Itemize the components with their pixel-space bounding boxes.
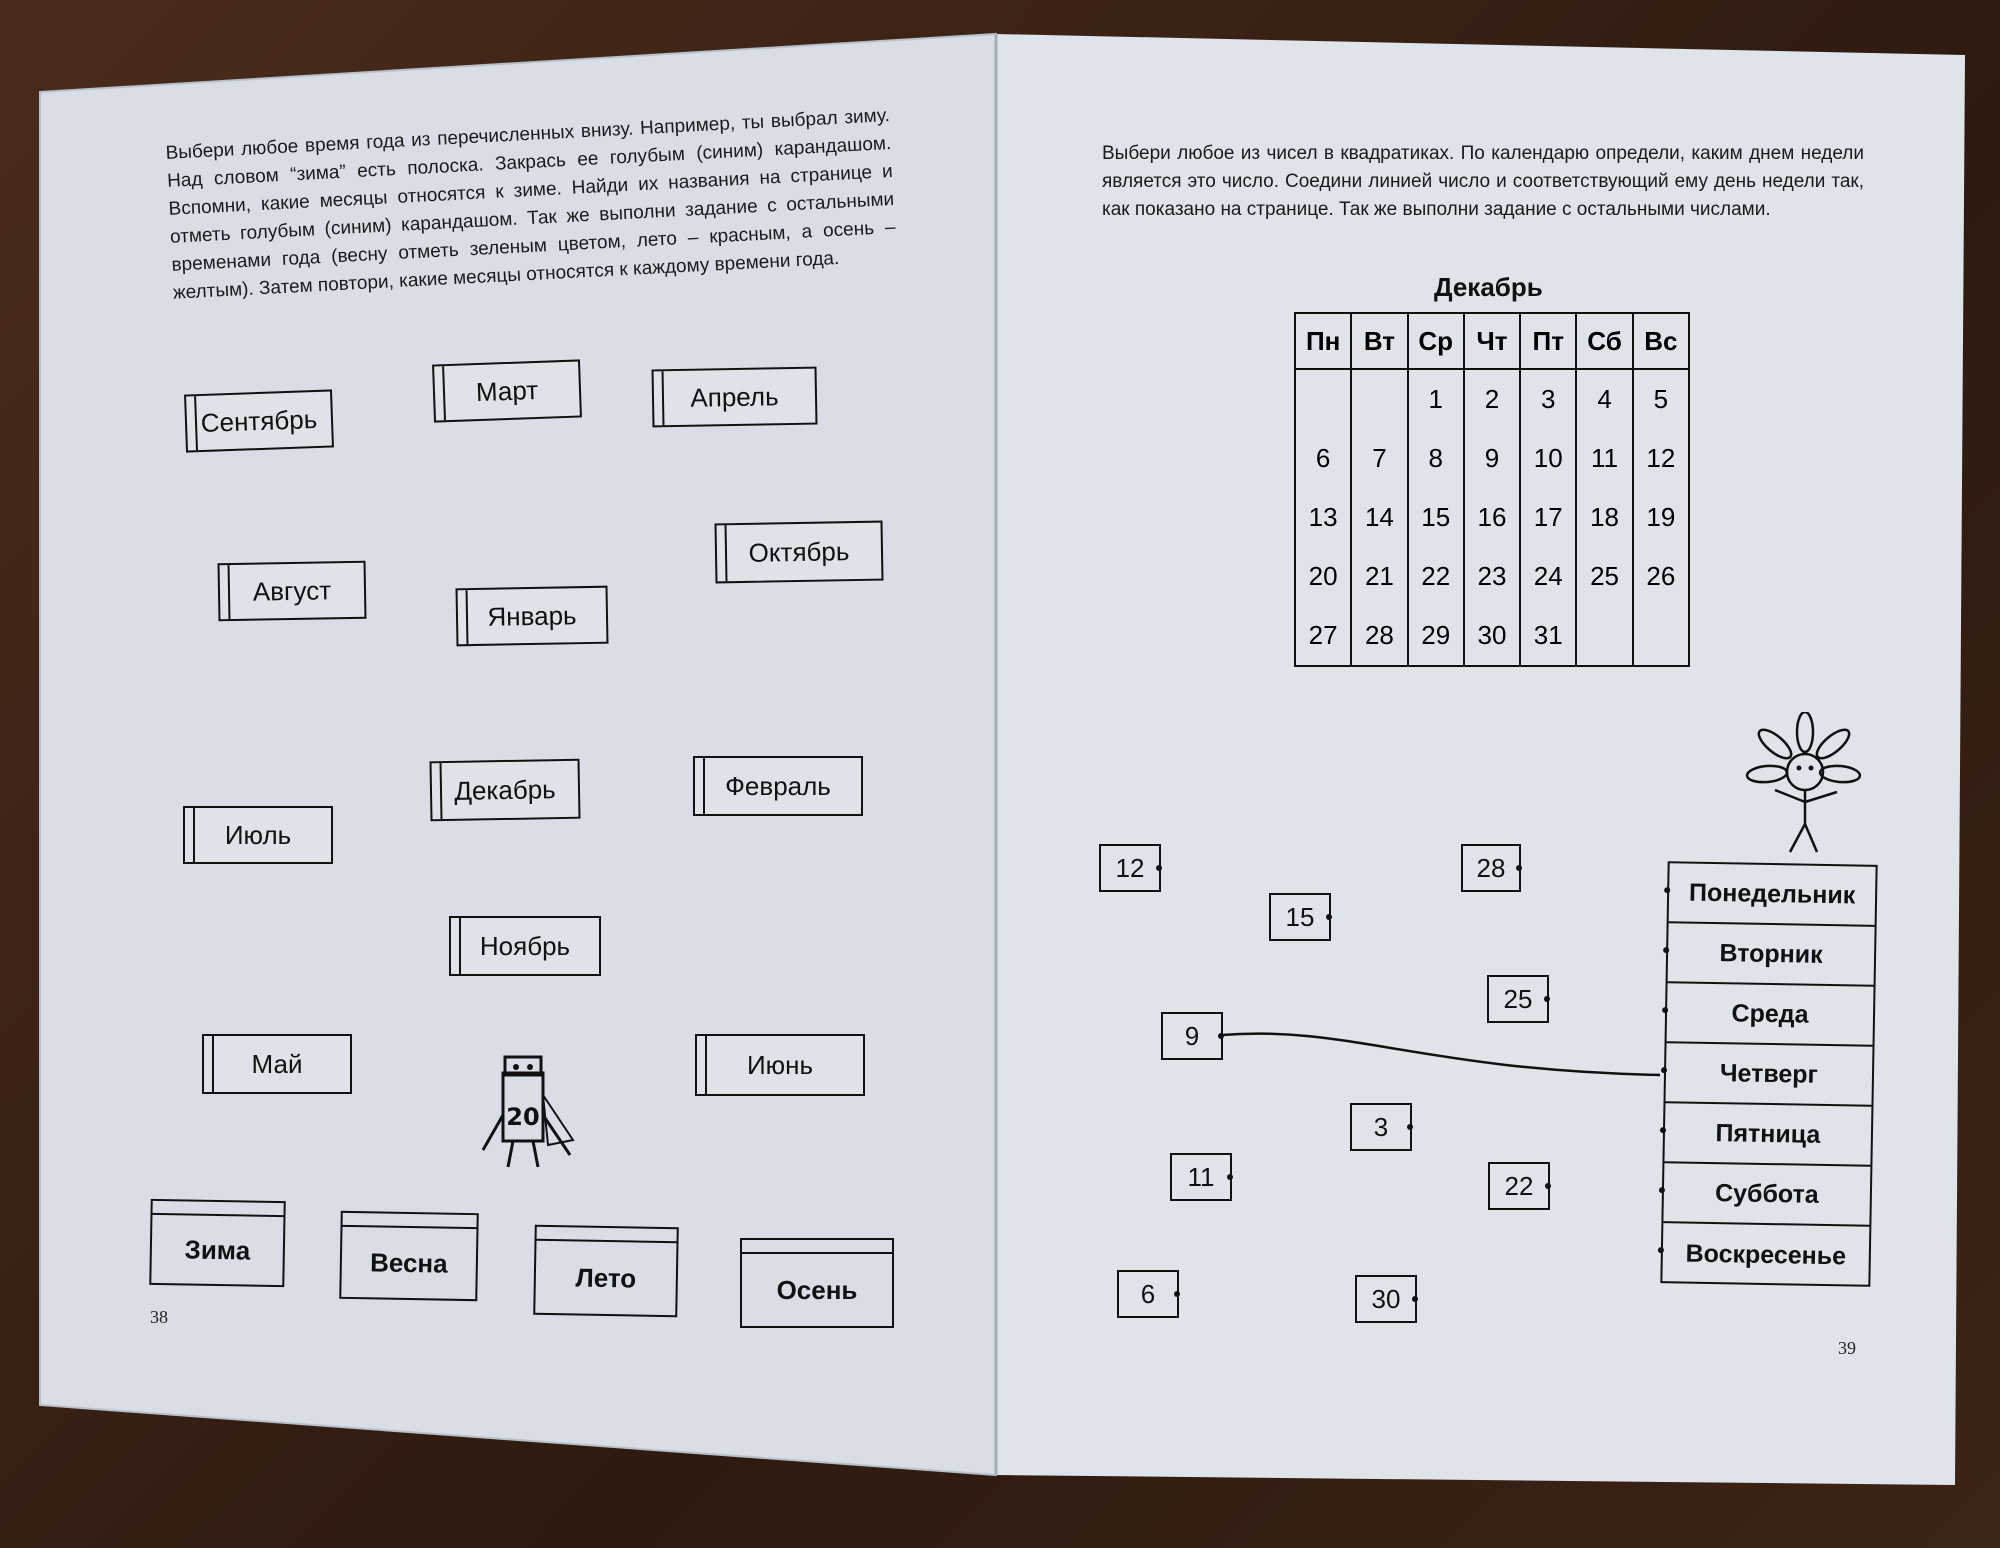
connect-dot[interactable] (1174, 1291, 1180, 1297)
calendar-day: 30 (1464, 606, 1520, 666)
connect-dot[interactable] (1412, 1296, 1418, 1302)
number-label: 6 (1140, 1278, 1156, 1309)
weekday-sun: Вс (1633, 313, 1689, 369)
weekday-monday[interactable] (1669, 863, 1876, 927)
weekday-thu: Чт (1464, 313, 1520, 369)
month-label: Июнь (746, 1049, 814, 1080)
connect-dot[interactable] (1156, 865, 1162, 871)
weekday-tuesday[interactable] (1668, 923, 1875, 987)
month-label: Октябрь (748, 535, 850, 568)
month-label: Февраль (725, 770, 831, 801)
season-label: Осень (776, 1274, 858, 1305)
calendar-day: 25 (1576, 547, 1632, 606)
connect-dot[interactable] (1544, 996, 1550, 1002)
weekday-label: Пятница (1715, 1118, 1821, 1149)
weekday-label: Понедельник (1688, 878, 1856, 909)
calendar-day: 2 (1464, 369, 1520, 429)
calendar-day: 26 (1633, 547, 1689, 606)
number-label: 22 (1504, 1170, 1534, 1201)
connect-dot[interactable] (1227, 1174, 1233, 1180)
number-label: 3 (1373, 1111, 1389, 1142)
calendar-day: 17 (1520, 488, 1576, 547)
month-label: Апрель (690, 380, 779, 413)
weekday-friday[interactable] (1664, 1103, 1871, 1167)
month-label: Май (251, 1048, 303, 1079)
number-box-11[interactable] (1170, 1153, 1232, 1201)
calendar-day: 5 (1633, 369, 1689, 429)
calendar-day: 7 (1351, 429, 1407, 488)
number-label: 25 (1503, 983, 1533, 1014)
number-box-25[interactable] (1487, 975, 1549, 1023)
calendar-day: 27 (1295, 606, 1351, 666)
month-label: Январь (487, 599, 577, 632)
calendar-day: 16 (1464, 488, 1520, 547)
page-number-right: 39 (1838, 1338, 1856, 1358)
flower-character-illustration (1745, 712, 1875, 862)
weekday-list (1660, 861, 1877, 1287)
weekday-thursday[interactable] (1665, 1043, 1872, 1107)
weekday-saturday[interactable] (1663, 1163, 1870, 1227)
calendar-day: 12 (1633, 429, 1689, 488)
calendar-day: 29 (1408, 606, 1464, 666)
season-label: Лето (575, 1261, 637, 1294)
weekday-wed: Ср (1408, 313, 1464, 369)
season-label: Весна (369, 1246, 448, 1279)
month-label: Декабрь (454, 773, 556, 806)
calendar-day: 31 (1520, 606, 1576, 666)
calendar-title: Декабрь (1434, 272, 1543, 302)
right-instruction: Выбери любое из чисел в квадратиках. По календарю определи, каким днем недели является это число. Соедини линией число и соответствующий ему день недели так, как показано на странице. Так же выполни задание с остальными числами. (1102, 143, 1864, 220)
weekday-sunday[interactable] (1662, 1223, 1869, 1287)
number-label: 30 (1371, 1283, 1401, 1314)
calendar-day: 9 (1464, 429, 1520, 488)
weekday-label: Четверг (1719, 1058, 1819, 1089)
connect-dot[interactable] (1516, 865, 1522, 871)
calendar-day: 28 (1351, 606, 1407, 666)
connect-dot[interactable] (1664, 887, 1670, 893)
weekday-label: Вторник (1719, 938, 1823, 969)
calendar-day: 21 (1351, 547, 1407, 606)
number-label: 9 (1184, 1020, 1200, 1051)
number-box-6[interactable] (1117, 1270, 1179, 1318)
calendar-day: 19 (1633, 488, 1689, 547)
calendar-day: 4 (1576, 369, 1632, 429)
month-label: Март (475, 374, 539, 407)
weekday-sat: Сб (1576, 313, 1632, 369)
connect-dot[interactable] (1326, 914, 1332, 920)
number-box-15[interactable] (1269, 893, 1331, 941)
connect-dot[interactable] (1662, 1007, 1668, 1013)
number-box-28[interactable] (1461, 844, 1521, 892)
weekday-tue: Вт (1351, 313, 1407, 369)
number-box-22[interactable] (1488, 1162, 1550, 1210)
number-box-3[interactable] (1350, 1103, 1412, 1151)
weekday-wednesday[interactable] (1667, 983, 1874, 1047)
calendar-day: 6 (1295, 429, 1351, 488)
calendar-day: 3 (1520, 369, 1576, 429)
weekday-mon: Пн (1295, 313, 1351, 369)
connect-dot[interactable] (1660, 1127, 1666, 1133)
left-instruction: Выбери любое время года из перечисленных внизу. Например, ты выбрал зиму. Над словом “зима” есть полоска. Закрась ее голубым (синим) карандашом. Вспомни, какие месяцы относятся к зиме. Найди их названия на странице и отметь голубым (синим) карандашом. Так же выполни задание с остальными временами года (весну отметь зеленым цветом, лето – красным, а осень – желтым). Затем повтори, какие месяцы относятся к каждому времени года. (165, 105, 897, 304)
calendar-day: 13 (1295, 488, 1351, 547)
number-box-9[interactable] (1161, 1012, 1223, 1060)
calendar-day: 15 (1408, 488, 1464, 547)
month-label: Сентябрь (200, 403, 318, 438)
connect-dot[interactable] (1218, 1033, 1224, 1039)
calendar-day: 20 (1295, 547, 1351, 606)
calendar-day: 8 (1408, 429, 1464, 488)
connect-dot[interactable] (1407, 1124, 1413, 1130)
month-label: Ноябрь (479, 930, 571, 961)
calendar-day: 14 (1351, 488, 1407, 547)
weekday-label: Воскресенье (1685, 1239, 1847, 1270)
connect-dot[interactable] (1661, 1067, 1667, 1073)
calendar-day: 11 (1576, 429, 1632, 488)
number-box-30[interactable] (1355, 1275, 1417, 1323)
calendar-day: 18 (1576, 488, 1632, 547)
weekday-label: Среда (1731, 998, 1809, 1029)
calendar-day: 23 (1464, 547, 1520, 606)
number-label: 11 (1187, 1161, 1215, 1192)
page-number-left: 38 (150, 1307, 168, 1327)
connect-dot[interactable] (1659, 1187, 1665, 1193)
number-label: 12 (1115, 852, 1145, 883)
number-box-12[interactable] (1099, 844, 1161, 892)
number-label: 28 (1476, 852, 1506, 883)
season-label: Зима (184, 1233, 251, 1266)
connect-dot[interactable] (1545, 1183, 1551, 1189)
month-label: Август (252, 574, 332, 607)
calendar-day: 22 (1408, 547, 1464, 606)
calendar-day: 24 (1520, 547, 1576, 606)
month-label: Июль (224, 819, 292, 850)
mascot-number: 20 (506, 1103, 540, 1131)
weekday-fri: Пт (1520, 313, 1576, 369)
connect-dot[interactable] (1658, 1247, 1664, 1253)
weekday-label: Суббота (1714, 1178, 1819, 1209)
calendar-day: 1 (1408, 369, 1464, 429)
number-label: 15 (1285, 901, 1315, 932)
calendar-day: 10 (1520, 429, 1576, 488)
connect-dot[interactable] (1663, 947, 1669, 953)
